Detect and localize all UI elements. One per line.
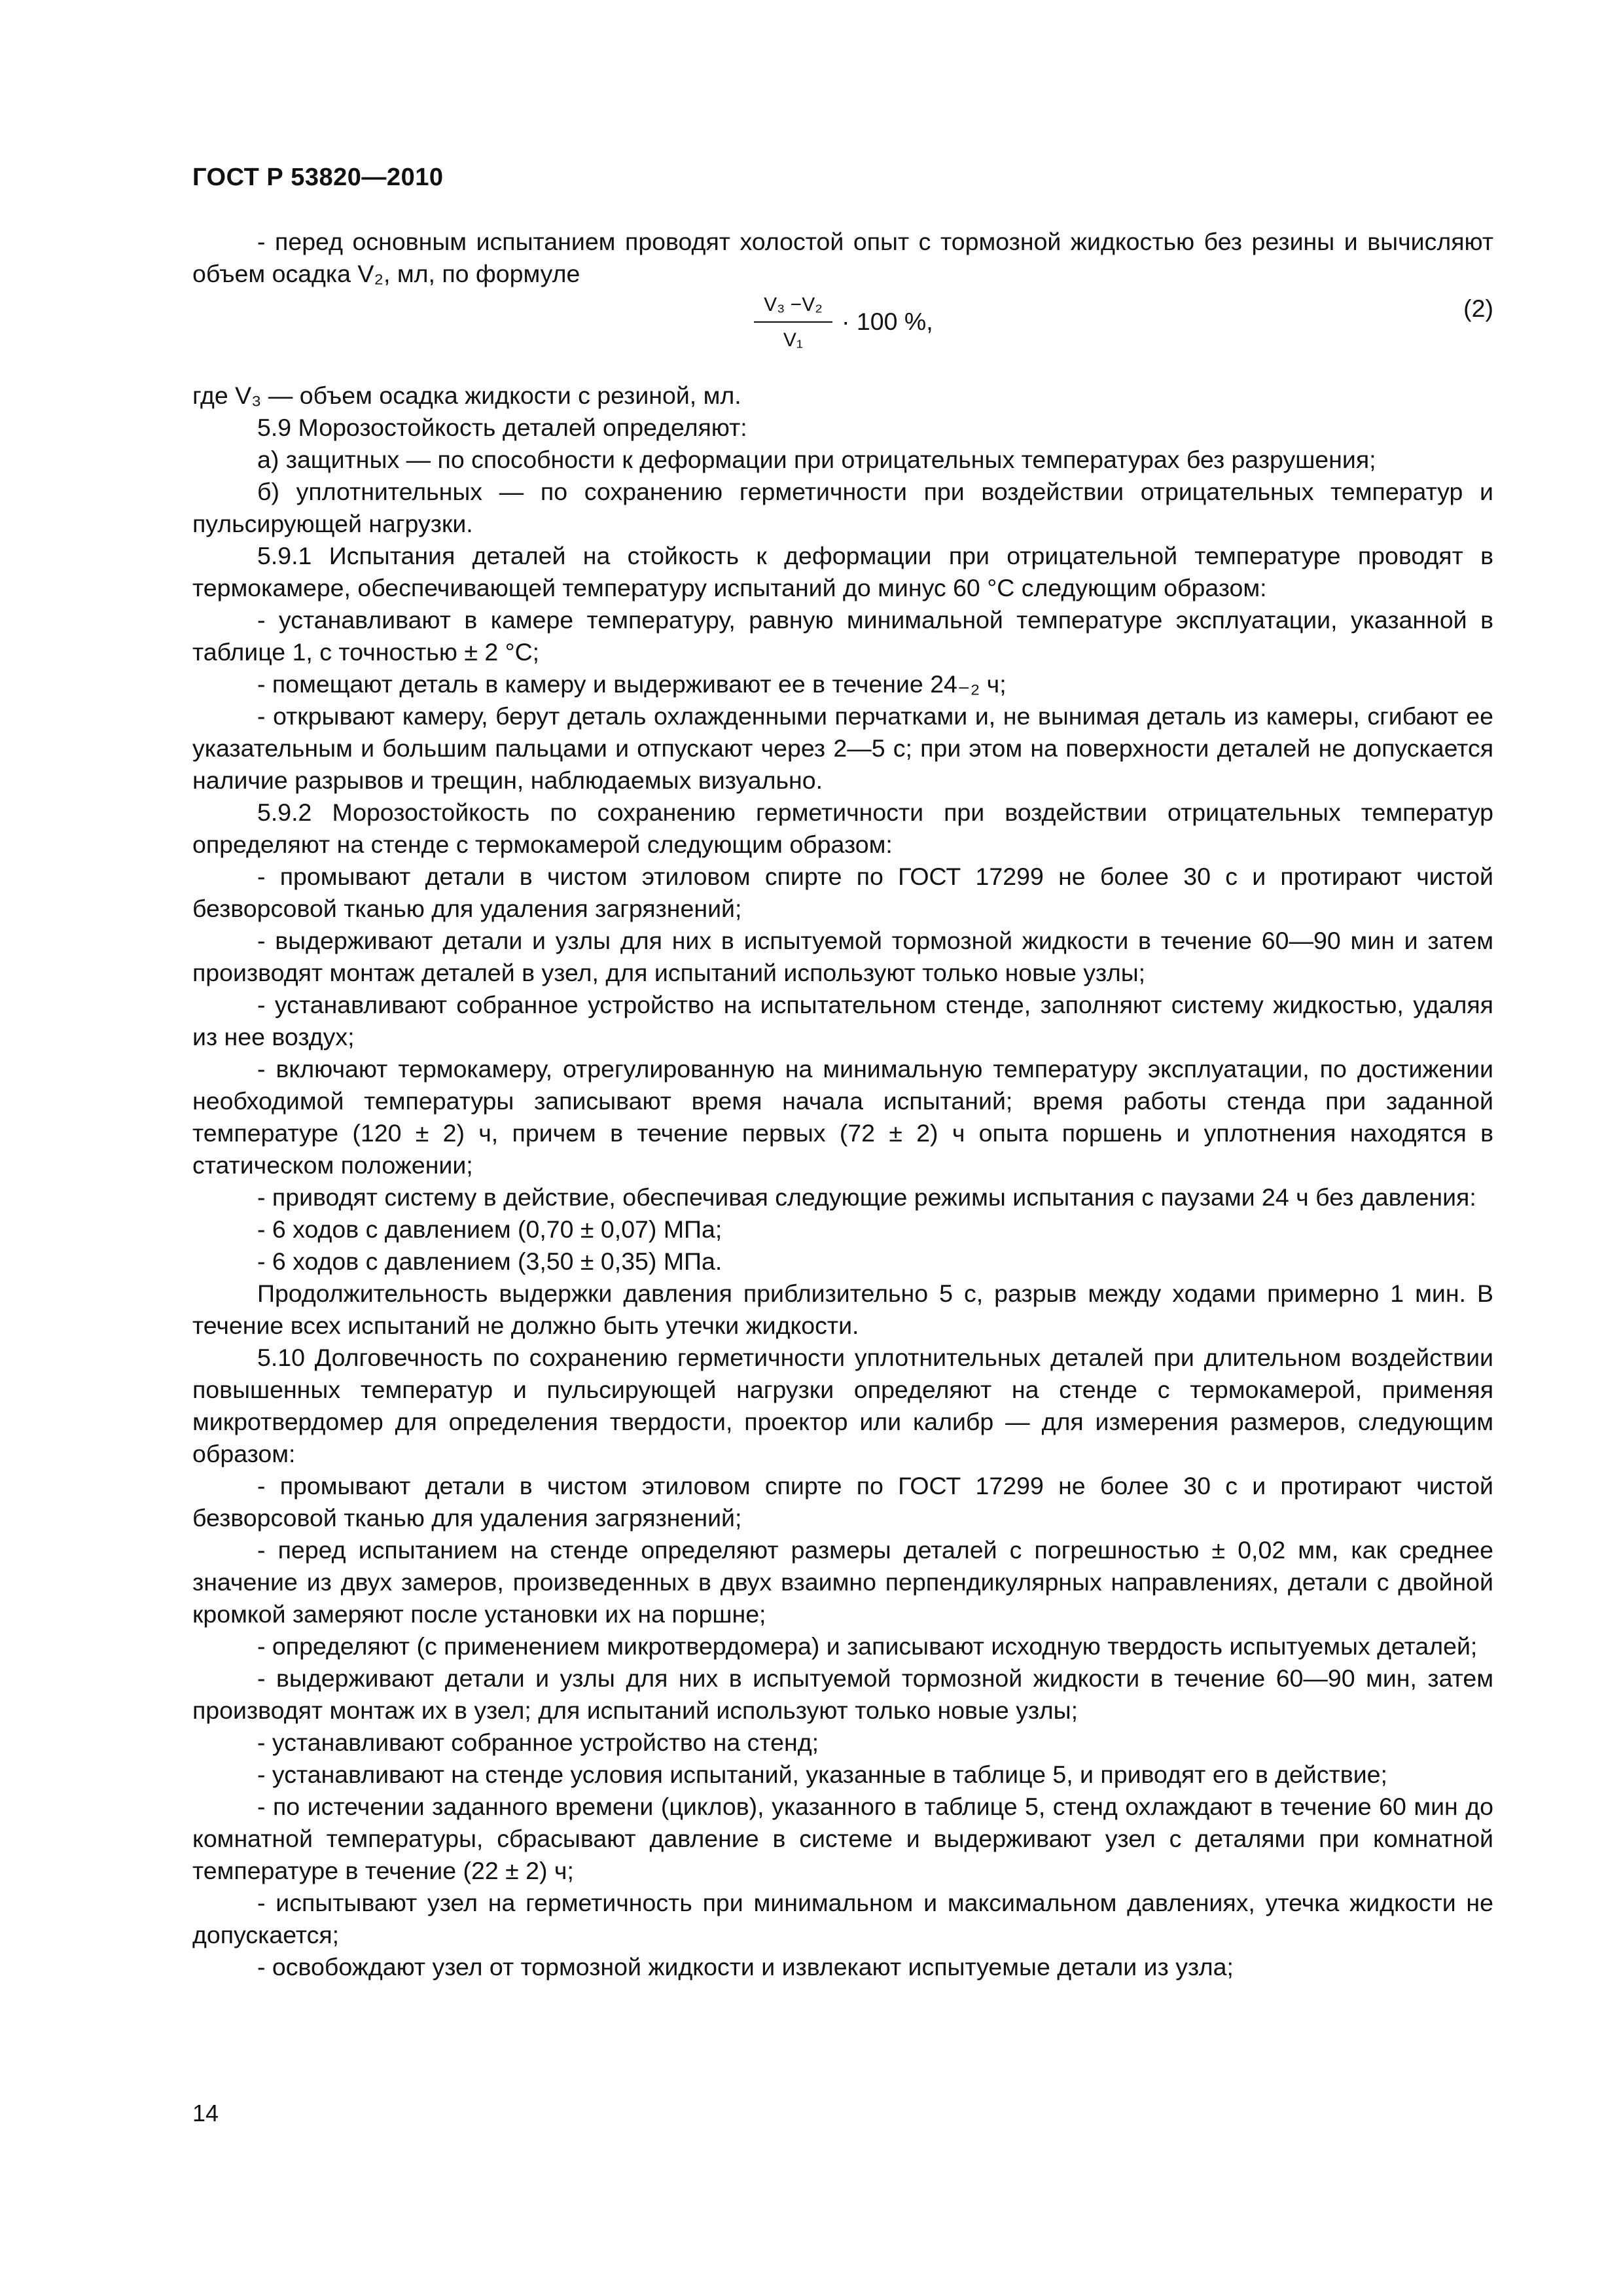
paragraph: - по истечении заданного времени (циклов), указанного в таблице 5, стенд охлаждают в течение 60 мин до комнатной температуры, сбрасывают давление в системе и выдерживают узел с деталями при комнатной температуре в течение (22 ± 2) ч; [192,1793,1493,1884]
main-paragraphs [192,380,1493,1983]
formula-denominator: V₁ [783,329,804,351]
paragraph: Продолжительность выдержки давления приблизительно 5 с, разрыв между ходами примерно 1 мин. В течение всех испытаний не должно быть утечки жидкости. [192,1280,1493,1339]
paragraph: - выдерживают детали и узлы для них в испытуемой тормозной жидкости в течение 60—90 мин, затем производят монтаж их в узел; для испытаний используют только новые узлы; [192,1664,1493,1724]
paragraph: - 6 ходов с давлением (0,70 ± 0,07) МПа; [257,1215,722,1243]
paragraph: - устанавливают в камере температуру, равную минимальной температуре эксплуатации, указанной в таблице 1, с точностью ± 2 °С; [192,606,1493,666]
paragraph: - перед основным испытанием проводят холостой опыт с тормозной жидкостью без резины и вычисляют объем осадка V₂, мл, по формуле [192,228,1493,287]
formula-2 [192,291,1493,380]
formula-number: (2) [1463,295,1493,322]
paragraph: а) защитных — по способности к деформации при отрицательных температурах без разрушения; [257,446,1376,473]
formula-numerator: V₃ −V₂ [754,291,832,323]
paragraph: - испытывают узел на герметичность при минимальном и максимальном давлениях, утечка жидкости не допускается; [192,1889,1493,1948]
paragraph: 5.10 Долговечность по сохранению герметичности уплотнительных деталей при длительном воздействии повышенных температур и пульсирующей нагрузки определяют на стенде с термокамерой, применяя микротвердомер для определения твердости, проектор или калибр — для измерения размеров, следующим образом: [192,1344,1493,1467]
paragraph: - устанавливают собранное устройство на стенд; [257,1729,819,1756]
paragraph: - приводят систему в действие, обеспечивая следующие режимы испытания с паузами 24 ч без давления: [257,1183,1476,1211]
paragraph: - 6 ходов с давлением (3,50 ± 0,35) МПа. [257,1247,722,1275]
page-number: 14 [192,2100,219,2126]
paragraph: - определяют (с применением микротвердомера) и записывают исходную твердость испытуемых деталей; [257,1632,1478,1660]
document-body [192,226,1493,1983]
intro-paragraphs [192,226,1493,290]
paragraph: - освобождают узел от тормозной жидкости и извлекают испытуемые детали из узла; [257,1953,1234,1981]
paragraph: - устанавливают на стенде условия испытаний, указанные в таблице 5, и приводят его в действие; [257,1761,1387,1788]
paragraph: 5.9.2 Морозостойкость по сохранению герметичности при воздействии отрицательных температур определяют на стенде с термокамерой следующим образом: [192,798,1493,858]
formula-fraction [754,291,832,354]
formula-multiplier: · 100 %, [842,308,933,335]
paragraph: - помещают деталь в камеру и выдерживают ее в течение 24₋₂ ч; [257,670,1007,698]
standard-header: ГОСТ Р 53820—2010 [192,164,444,191]
paragraph: - устанавливают собранное устройство на испытательном стенде, заполняют систему жидкостью, удаляя из нее воздух; [192,991,1493,1050]
paragraph: 5.9 Морозостойкость деталей определяют: [257,414,747,441]
paragraph: - включают термокамеру, отрегулированную на минимальную температуру эксплуатации, по достижении необходимой температуры записывают время начала испытаний; время работы стенда при заданной температуре (120 ± 2) ч, причем в течение первых (72 ± 2) ч опыта поршень и уплотнения находятся в статическом положении; [192,1055,1493,1179]
paragraph: где V₃ — объем осадка жидкости с резиной, мл. [192,382,741,409]
paragraph: 5.9.1 Испытания деталей на стойкость к деформации при отрицательной температуре проводят в термокамере, обеспечивающей температуру испытаний до минус 60 °С следующим образом: [192,542,1493,601]
paragraph: - промывают детали в чистом этиловом спирте по ГОСТ 17299 не более 30 с и протирают чистой безворсовой тканью для удаления загрязнений; [192,863,1493,922]
paragraph: б) уплотнительных — по сохранению герметичности при воздействии отрицательных температур и пульсирующей нагрузки. [192,478,1493,537]
paragraph: - открывают камеру, берут деталь охлажденными перчатками и, не вынимая деталь из камеры, сгибают ее указательным и большим пальцами и отпускают через 2—5 с; при этом на поверхности деталей не допускается наличие разрывов и трещин, наблюдаемых визуально. [192,702,1493,794]
paragraph: - перед испытанием на стенде определяют размеры деталей с погрешностью ± 0,02 мм, как среднее значение из двух замеров, произведенных в двух взаимно перпендикулярных направлениях, детали с двойной кромкой замеряют после установки их на поршне; [192,1536,1493,1628]
paragraph: - выдерживают детали и узлы для них в испытуемой тормозной жидкости в течение 60—90 мин и затем производят монтаж деталей в узел, для испытаний используют только новые узлы; [192,927,1493,986]
paragraph: - промывают детали в чистом этиловом спирте по ГОСТ 17299 не более 30 с и протирают чистой безворсовой тканью для удаления загрязнений; [192,1472,1493,1532]
